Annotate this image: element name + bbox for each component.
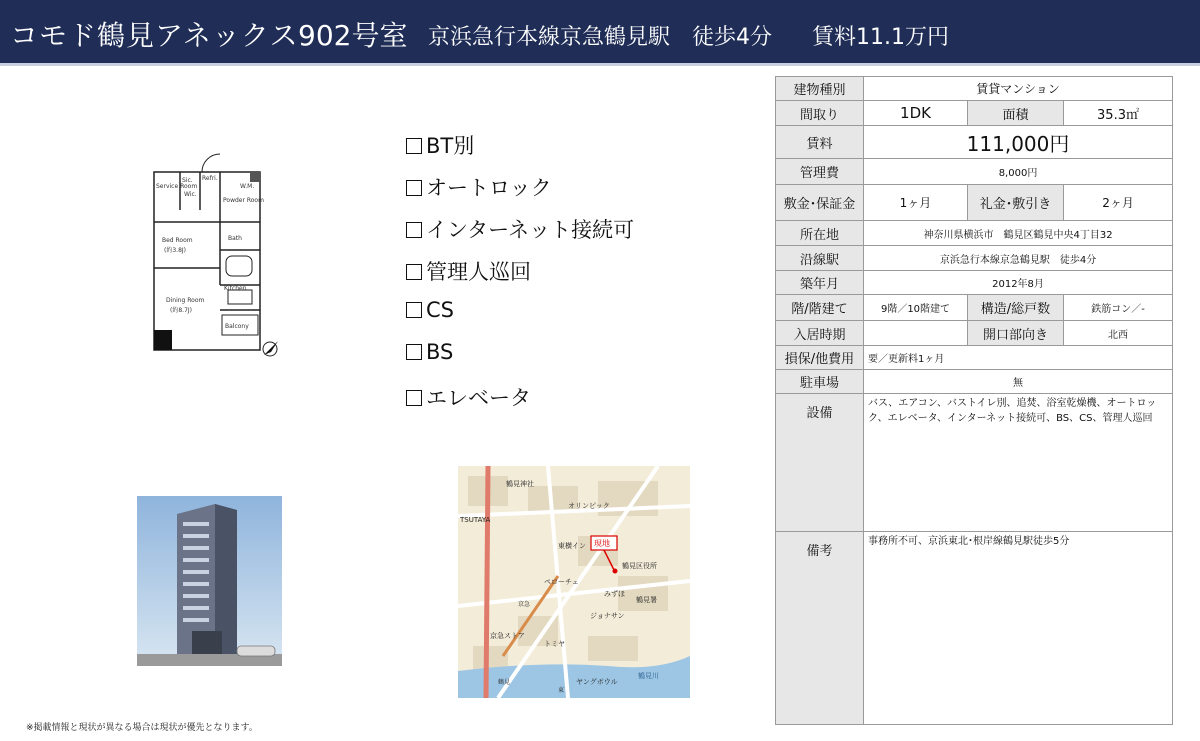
map-label-tomiya: トミヤ: [544, 640, 565, 648]
label-line: 沿線駅: [776, 246, 864, 271]
table-row: [776, 126, 1173, 159]
value-type: 賃貸マンション: [864, 77, 1173, 101]
map-label-keikyu-store: 京急ストア: [490, 632, 525, 640]
room-label-balcony: Balcony: [225, 323, 249, 330]
map-label-higashi: 東: [558, 687, 565, 694]
value-insurance: 要／更新料1ヶ月: [864, 346, 1173, 370]
checkbox-icon: [406, 180, 422, 196]
label-move-in: 入居時期: [776, 321, 864, 346]
floor-plan: [140, 150, 290, 375]
station-access: 京浜急行本線京急鶴見駅 徒歩4分: [428, 25, 772, 50]
table-row: [776, 321, 1173, 346]
room-label-bed-size: (約3.8J): [164, 247, 186, 254]
label-equipment: 設備: [776, 394, 864, 532]
room-number: 902号室: [298, 19, 408, 52]
room-label-service: Service Room: [156, 183, 198, 190]
value-floor: 9階／10階建て: [864, 295, 968, 321]
label-remarks: 備考: [776, 532, 864, 725]
room-label-bed: Bed Room: [162, 237, 193, 244]
feature-item: BT別: [406, 130, 634, 172]
feature-item: BS: [406, 340, 634, 382]
map-label-perochie: ペローチェ: [544, 578, 579, 586]
map-label-kuyakusho: 鶴見区役所: [622, 562, 657, 570]
room-label-sic: Sic.: [182, 177, 193, 184]
map-label-keihin: 京急: [518, 601, 531, 608]
map-label-mizuho: みずほ: [604, 590, 625, 598]
table-row: [776, 271, 1173, 295]
area-map: [458, 466, 690, 698]
label-rent: 賃料: [776, 126, 864, 159]
label-key-money: 礼金･敷引き: [968, 185, 1064, 221]
value-rent: 111,000円: [864, 126, 1173, 159]
value-line: 京浜急行本線京急鶴見駅 徒歩4分: [864, 246, 1173, 271]
table-row: [776, 101, 1173, 126]
title-bar: [0, 0, 1200, 66]
room-label-dining: Dining Room: [166, 297, 205, 304]
label-parking: 駐車場: [776, 370, 864, 394]
room-label-kitchen: Kitchen: [224, 285, 247, 292]
label-type: 建物種別: [776, 77, 864, 101]
table-row: [776, 394, 1173, 532]
table-row: [776, 221, 1173, 246]
map-label-jinja: 鶴見神社: [506, 480, 534, 488]
value-key-money: 2ヶ月: [1064, 185, 1173, 221]
rent-summary: 賃料11.1万円: [812, 25, 949, 50]
label-floor: 階/階建て: [776, 295, 864, 321]
table-row: [776, 532, 1173, 725]
checkbox-icon: [406, 222, 422, 238]
feature-item: インターネット接続可: [406, 214, 634, 256]
label-area: 面積: [968, 101, 1064, 126]
map-label-jonathan: ジョナサン: [590, 612, 625, 620]
property-info-table: [775, 76, 1173, 725]
value-parking: 無: [864, 370, 1173, 394]
map-label-tsutaya: TSUTAYA: [460, 516, 491, 524]
label-deposit: 敷金･保証金: [776, 185, 864, 221]
value-remarks: 事務所不可、京浜東北･根岸線鶴見駅徒歩5分: [864, 532, 1173, 725]
value-direction: 北西: [1064, 321, 1173, 346]
map-label-tsurumi: 鶴見: [498, 679, 511, 686]
value-equipment: バス、エアコン、バストイレ別、追焚、浴室乾燥機、オートロック、エレベータ、インターネット接続可、BS、CS、管理人巡回: [864, 394, 1173, 532]
label-address: 所在地: [776, 221, 864, 246]
value-built: 2012年8月: [864, 271, 1173, 295]
value-address: 神奈川県横浜市 鶴見区鶴見中央4丁目32: [864, 221, 1173, 246]
room-label-wic: Wic.: [184, 191, 197, 198]
value-management-fee: 8,000円: [864, 159, 1173, 185]
room-label-wm: W.M.: [240, 183, 255, 190]
value-structure: 鉄筋コン／-: [1064, 295, 1173, 321]
label-management-fee: 管理費: [776, 159, 864, 185]
map-label-genchi: 現地: [594, 539, 610, 548]
label-direction: 開口部向き: [968, 321, 1064, 346]
room-label-powder: Powder Room: [223, 197, 264, 204]
value-deposit: 1ヶ月: [864, 185, 968, 221]
table-row: [776, 370, 1173, 394]
table-row: [776, 185, 1173, 221]
disclaimer-note: ※掲載情報と現状が異なる場合は現状が優先となります。: [26, 723, 258, 733]
value-area: 35.3㎡: [1064, 101, 1173, 126]
building-image: [137, 496, 282, 666]
room-label-dining-size: (約8.7J): [170, 307, 192, 314]
map-label-olympic: オリンピック: [568, 502, 610, 510]
feature-checklist: [406, 130, 634, 424]
label-built: 築年月: [776, 271, 864, 295]
value-layout: 1DK: [864, 101, 968, 126]
label-layout: 間取り: [776, 101, 864, 126]
checkbox-icon: [406, 390, 422, 406]
label-structure: 構造/総戸数: [968, 295, 1064, 321]
checkbox-icon: [406, 138, 422, 154]
checkbox-icon: [406, 302, 422, 318]
table-row: [776, 346, 1173, 370]
table-row: [776, 159, 1173, 185]
room-label-bath: Bath: [228, 235, 242, 242]
map-label-river: 鶴見川: [638, 672, 659, 680]
checkbox-icon: [406, 264, 422, 280]
compass-icon: [263, 341, 278, 356]
map-label-police: 鶴見署: [636, 596, 657, 604]
property-name: コモド鶴見アネックス: [10, 19, 299, 52]
feature-item: 管理人巡回: [406, 256, 634, 298]
table-row: [776, 246, 1173, 271]
map-label-toyoko: 東横イン: [558, 542, 586, 550]
table-row: [776, 77, 1173, 101]
feature-item: オートロック: [406, 172, 634, 214]
feature-item: CS: [406, 298, 634, 340]
value-move-in: [864, 321, 968, 346]
feature-item: エレベータ: [406, 382, 634, 424]
room-label-refri: Refri.: [202, 175, 218, 182]
map-label-bowl: ヤングボウル: [576, 678, 618, 686]
checkbox-icon: [406, 344, 422, 360]
label-insurance: 損保/他費用: [776, 346, 864, 370]
table-row: [776, 295, 1173, 321]
